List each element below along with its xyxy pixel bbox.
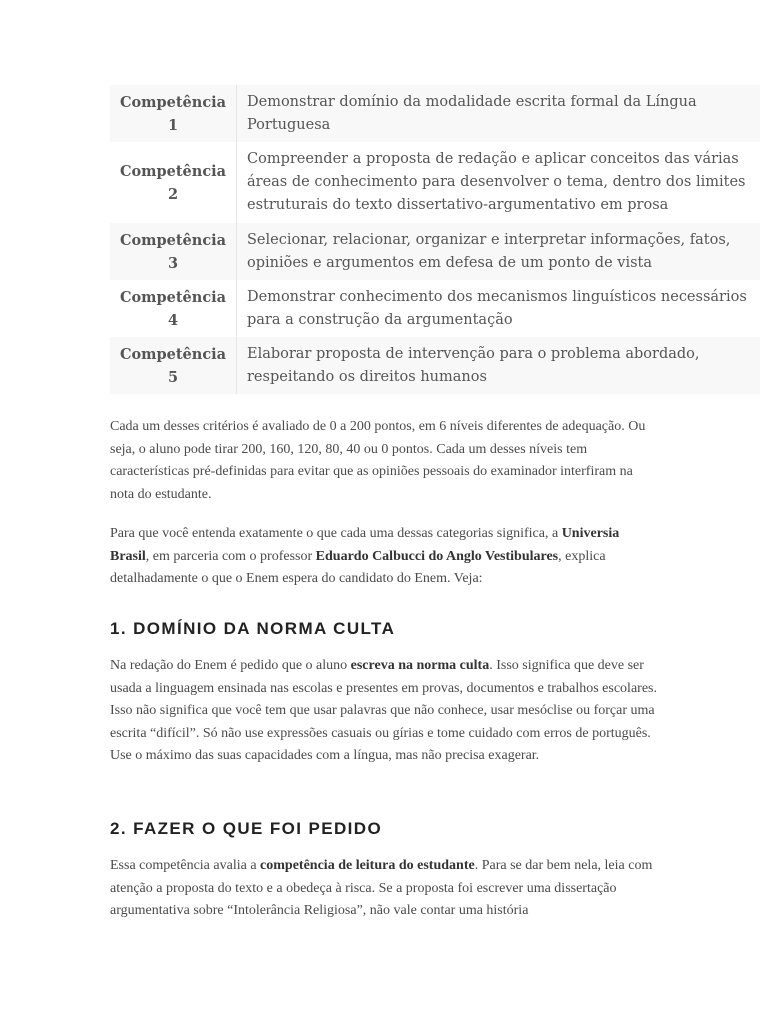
- competencia-label: Competência 4: [110, 280, 237, 337]
- competencia-description: Compreender a proposta de redação e aplicar conceitos das várias áreas de conhecimento para desenvolver o tema, dentro dos limites estruturais do texto dissertativo-argumentativo em prosa: [237, 142, 761, 223]
- competencia-description: Demonstrar conhecimento dos mecanismos linguísticos necessários para a construção da argumentação: [237, 280, 761, 337]
- emphasis-text: competência de leitura do estudante: [260, 858, 475, 873]
- competencia-description: Elaborar proposta de intervenção para o problema abordado, respeitando os direitos humanos: [237, 337, 761, 394]
- competencia-description: Selecionar, relacionar, organizar e interpretar informações, fatos, opiniões e argumentos em defesa de um ponto de vista: [237, 223, 761, 280]
- professor-name: Eduardo Calbucci do Anglo Vestibulares: [315, 548, 559, 564]
- section-paragraph-fazer-pedido: Essa competência avalia a competência de leitura do estudante. Para se dar bem nela, leia com atenção a proposta do texto e a obedeça à risca. Se a proposta foi escrever uma dissertação argumentativa sobre “Intolerância Religiosa”, não vale contar uma história: [110, 858, 653, 918]
- competencias-table: [110, 85, 760, 394]
- competencia-label: Competência 3: [110, 223, 237, 280]
- section-paragraph-norma-culta: Na redação do Enem é pedido que o aluno escreva na norma culta. Isso significa que deve ser usada a linguagem ensinada nas escolas e presentes em provas, documentos e trabalhos escolares. Isso não significa que você tem que usar palavras que não conhece, usar mesóclise ou forçar uma escrita “difícil”. Só não use expressões casuais ou gírias e tome cuidado com erros de português. Use o máximo das suas capacidades com a língua, mas não precisa exagerar.: [110, 658, 657, 763]
- section-heading-fazer-pedido: 2. FAZER O QUE FOI PEDIDO: [110, 819, 383, 838]
- section-heading-norma-culta: 1. DOMÍNIO DA NORMA CULTA: [110, 619, 396, 638]
- link-universia: Universia Brasil: [110, 526, 620, 564]
- competencia-description: Demonstrar domínio da modalidade escrita formal da Língua Portuguesa: [237, 85, 761, 142]
- table-row: [110, 337, 760, 394]
- competencia-label: Competência 1: [110, 85, 237, 142]
- table-row: [110, 223, 760, 280]
- intro-paragraph-universia: Para que você entenda exatamente o que cada uma dessas categorias significa, a Universia Brasil, em parceria com o professor Eduardo Calbucci do Anglo Vestibulares, explica detalhadamente o que o Enem espera do candidato do Enem. Veja:: [110, 526, 620, 586]
- intro-paragraph-criteria: Cada um desses critérios é avaliado de 0 a 200 pontos, em 6 níveis diferentes de adequação. Ou seja, o aluno pode tirar 200, 160, 120, 80, 40 ou 0 pontos. Cada um desses níveis tem características pré-definidas para evitar que as opiniões pessoais do examinador interfiram na nota do estudante.: [110, 419, 646, 502]
- table-row: [110, 280, 760, 337]
- emphasis-text: escreva na norma culta: [350, 658, 490, 673]
- table-row: [110, 85, 760, 142]
- table-row: [110, 142, 760, 223]
- competencia-label: Competência 5: [110, 337, 237, 394]
- competencia-label: Competência 2: [110, 142, 237, 223]
